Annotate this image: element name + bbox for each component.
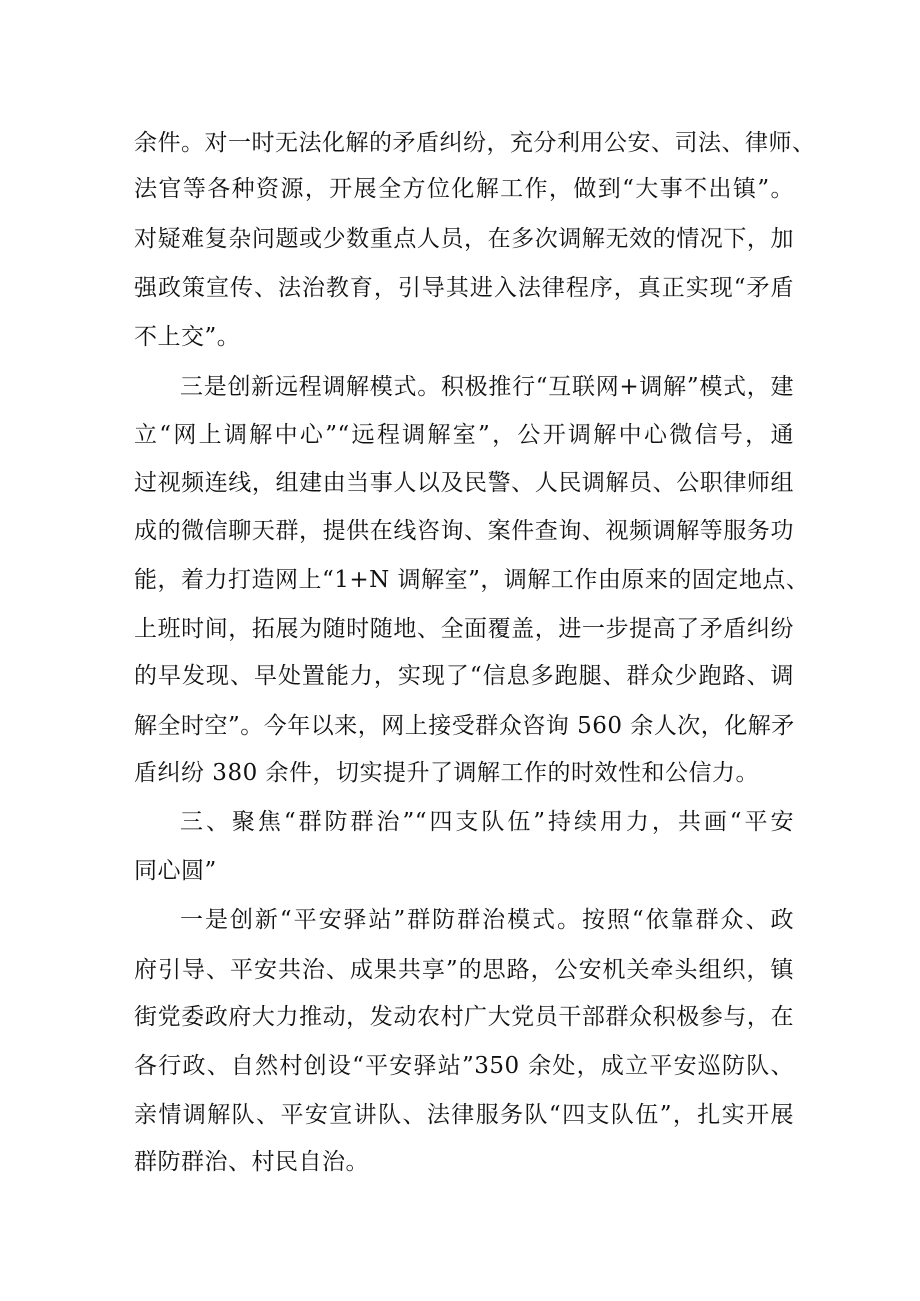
text-line: 上班时间，拓展为随时随地、全面覆盖，进一步提高了矛盾纠纷 bbox=[134, 616, 794, 642]
text-line: 亲情调解队、平安宣讲队、法律服务队“四支队伍”，扎实开展 bbox=[134, 1102, 794, 1128]
text-line: 府引导、平安共治、成果共享”的思路，公安机关牵头组织，镇 bbox=[134, 957, 794, 983]
text-line: 街党委政府大力推动，发动农村广大党员干部群众积极参与，在 bbox=[134, 1004, 794, 1030]
paragraph-first-line: 三是创新远程调解模式。积极推行“互联网+调解”模式，建 bbox=[180, 374, 794, 400]
section-heading-line: 同心圆” bbox=[134, 858, 217, 884]
text-line: 成的微信聊天群，提供在线咨询、案件查询、视频调解等服务功 bbox=[134, 518, 794, 544]
text-line: 群防群治、村民自治。 bbox=[134, 1149, 369, 1175]
text-line: 立“网上调解中心”“远程调解室”，公开调解中心微信号，通 bbox=[134, 422, 794, 448]
text-line: 法官等各种资源，开展全方位化解工作，做到“大事不出镇”。 bbox=[134, 176, 794, 202]
text-line: 不上交”。 bbox=[134, 324, 241, 350]
text-line: 强政策宣传、法治教育，引导其进入法律程序，真正实现“矛盾 bbox=[134, 275, 794, 301]
text-line: 余件。对一时无法化解的矛盾纠纷，充分利用公安、司法、律师、 bbox=[134, 130, 816, 156]
text-line: 盾纠纷 380 余件，切实提升了调解工作的时效性和公信力。 bbox=[134, 760, 760, 786]
text-line: 能，着力打造网上“1+N 调解室”，调解工作由原来的固定地点、 bbox=[134, 567, 810, 593]
text-line: 过视频连线，组建由当事人以及民警、人民调解员、公职律师组 bbox=[134, 470, 794, 496]
text-line: 对疑难复杂问题或少数重点人员，在多次调解无效的情况下，加 bbox=[134, 226, 794, 252]
text-line: 解全时空”。今年以来，网上接受群众咨询 560 余人次，化解矛 bbox=[134, 713, 795, 739]
text-line: 的早发现、早处置能力，实现了“信息多跑腿、群众少跑路、调 bbox=[134, 663, 794, 689]
paragraph-first-line: 一是创新“平安驿站”群防群治模式。按照“依靠群众、政 bbox=[180, 907, 794, 933]
text-line: 各行政、自然村创设“平安驿站”350 余处，成立平安巡防队、 bbox=[134, 1053, 794, 1079]
section-heading: 三、聚焦“群防群治”“四支队伍”持续用力，共画“平安 bbox=[180, 809, 794, 835]
